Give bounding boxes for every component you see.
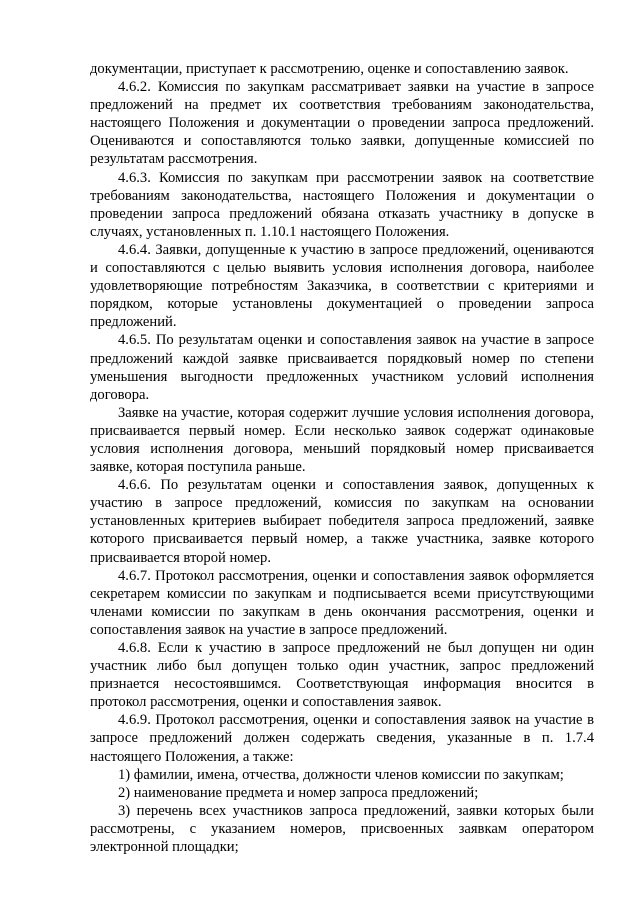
list-item-1: 1) фамилии, имена, отчества, должности членов комиссии по закупкам;	[118, 766, 564, 783]
paragraph-first-number-rule: Заявке на участие, которая содержит лучшие условия исполнения договора, присваивается первый номер. Если несколько заявок содержат одинаковые условия исполнения договора, меньший порядковый номер присваивается заявке, которая поступила раньше.	[90, 404, 594, 476]
paragraph-4-6-5: 4.6.5. По результатам оценки и сопоставления заявок на участие в запросе предложений каждой заявке присваивается порядковый номер по степени уменьшения выгодности предложенных участником условий исполнения договора.	[90, 332, 594, 403]
document-page	[90, 60, 594, 856]
paragraph-4-6-9: 4.6.9. Протокол рассмотрения, оценки и сопоставления заявок на участие в запросе предложений должен содержать сведения, указанные в п. 1.7.4 настоящего Положения, а также:	[90, 712, 594, 765]
paragraph-4-6-3: 4.6.3. Комиссия по закупкам при рассмотрении заявок на соответствие требованиям законодательства, настоящего Положения и документации о проведении запроса предложений обязана отказать участнику в допуске в случаях, установленных п. 1.10.1 настоящего Положения.	[90, 169, 594, 240]
list-item-2: 2) наименование предмета и номер запроса предложений;	[118, 784, 479, 801]
paragraph-4-6-2: 4.6.2. Комиссия по закупкам рассматривает заявки на участие в запросе предложений на предмет их соответствия требованиям законодательства, настоящего Положения и документации о проведении запроса предложений. Оцениваются и сопоставляются только заявки, допущенные комиссией по результатам рассмотрения.	[90, 79, 594, 168]
paragraph-4-6-6: 4.6.6. По результатам оценки и сопоставления заявок, допущенных к участию в запросе предложений, комиссия по закупкам на основании установленных критериев выбирает победителя запроса предложений, заявке которого присваивается первый номер, а также участника, заявке которого присваивается второй номер.	[90, 477, 594, 566]
paragraph-4-6-8: 4.6.8. Если к участию в запросе предложений не был допущен ни один участник либо был допущен только один участник, запрос предложений признается несостоявшимся. Соответствующая информация вносится в протокол рассмотрения, оценки и сопоставления заявок.	[90, 640, 594, 711]
paragraph-continuation: документации, приступает к рассмотрению, оценке и сопоставлению заявок.	[90, 61, 569, 77]
list-item-3: 3) перечень всех участников запроса предложений, заявки которых были рассмотрены, с указанием номеров, присвоенных заявкам оператором электронной площадки;	[90, 802, 594, 856]
paragraph-4-6-4: 4.6.4. Заявки, допущенные к участию в запросе предложений, оцениваются и сопоставляются с целью выявить условия исполнения договора, наиболее удовлетворяющие потребностям Заказчика, в соответствии с критериями и порядком, которые установлены документацией о проведении запроса предложений.	[90, 241, 594, 331]
paragraph-4-6-7: 4.6.7. Протокол рассмотрения, оценки и сопоставления заявок оформляется секретарем комиссии по закупкам и подписывается всеми присутствующими членами комиссии по закупкам в день окончания рассмотрения, оценки и сопоставления заявок на участие в запросе предложений.	[90, 567, 594, 638]
